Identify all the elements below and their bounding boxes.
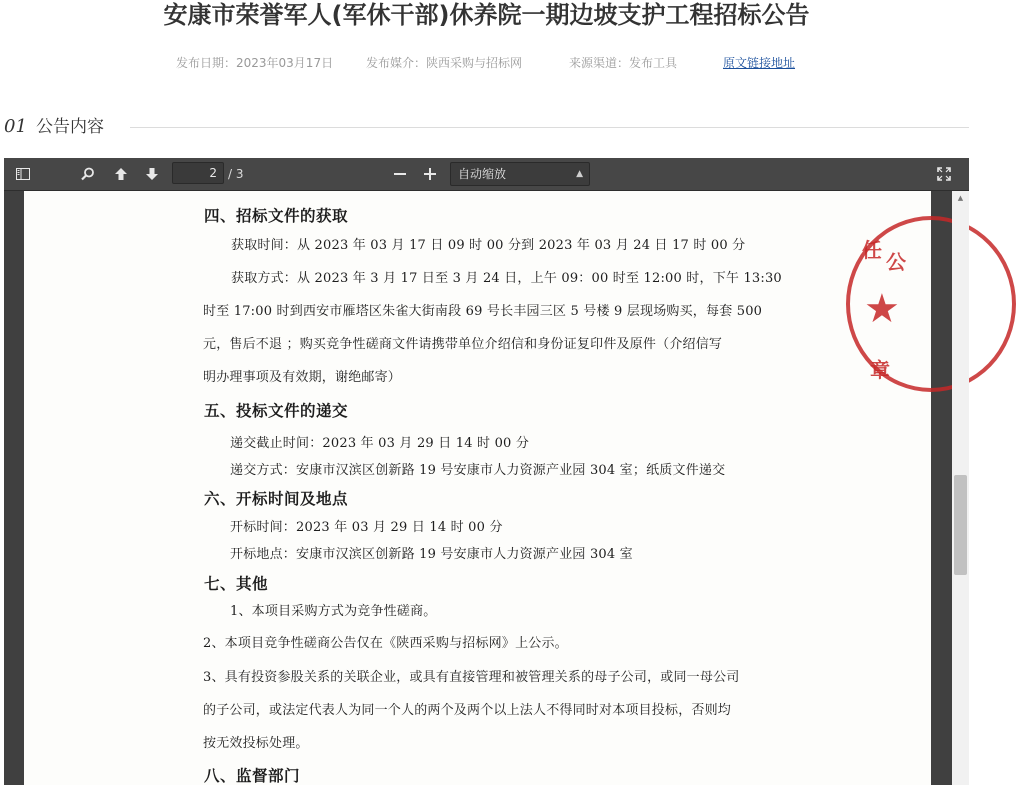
publish-date: 发布日期：2023年03月17日 bbox=[176, 56, 334, 70]
document-text-line: 的子公司，或法定代表人为同一个人的两个及两个以上法人不得同时对本项目投标，否则均 bbox=[203, 703, 732, 718]
section-divider bbox=[130, 127, 969, 128]
pdf-toolbar bbox=[4, 158, 969, 191]
minus-icon bbox=[394, 168, 406, 180]
article-meta bbox=[0, 54, 973, 70]
page-number-input[interactable] bbox=[172, 162, 224, 184]
zoom-in-button[interactable] bbox=[418, 163, 442, 185]
document-text-line: 元，售后不退 ；购买竞争性磋商文件请携带单位介绍信和身份证复印件及原件（介绍信写 bbox=[203, 337, 723, 352]
document-heading: 五、投标文件的递交 bbox=[204, 401, 349, 420]
zoom-select[interactable] bbox=[450, 162, 590, 186]
document-text-line: 递交方式：安康市汉滨区创新路 19 号安康市人力资源产业园 304 室；纸质文件递交 bbox=[230, 463, 726, 478]
document-text-line: 获取时间：从 2023 年 03 月 17 日 09 时 00 分到 2023 年 03 月 24 日 17 时 00 分 bbox=[231, 238, 746, 253]
sidebar-toggle-icon bbox=[16, 168, 30, 180]
document-text-line: 开标地点：安康市汉滨区创新路 19 号安康市人力资源产业园 304 室 bbox=[230, 547, 633, 562]
document-page bbox=[24, 191, 931, 785]
select-caret-icon: ▲ bbox=[576, 169, 583, 179]
document-heading: 七、其他 bbox=[204, 574, 269, 593]
document-text-line: 2、本项目竞争性磋商公告仅在《陕西采购与招标网》上公示。 bbox=[203, 636, 568, 651]
document-text-line: 递交截止时间：2023 年 03 月 29 日 14 时 00 分 bbox=[230, 436, 530, 451]
page-count: / 3 bbox=[228, 167, 244, 181]
previous-page-button[interactable] bbox=[109, 163, 133, 185]
search-button[interactable] bbox=[76, 163, 100, 185]
scroll-up-arrow-icon[interactable]: ▲ bbox=[957, 194, 964, 202]
next-page-button[interactable] bbox=[140, 163, 164, 185]
sidebar-toggle-button[interactable] bbox=[11, 163, 35, 185]
section-header bbox=[4, 116, 969, 138]
page-title: 安康市荣誉军人(军休干部)休养院一期边坡支护工程招标公告 bbox=[163, 1, 810, 29]
zoom-select-value: 自动缩放 bbox=[458, 167, 507, 181]
fullscreen-button[interactable] bbox=[932, 163, 956, 185]
document-text-line: 明办理事项及有效期，谢绝邮寄） bbox=[203, 370, 402, 385]
document-heading: 四、招标文件的获取 bbox=[204, 206, 349, 225]
section-number: 01 bbox=[4, 116, 27, 137]
section-title: 公告内容 bbox=[36, 117, 104, 137]
arrow-up-icon bbox=[114, 167, 128, 181]
publish-media: 发布媒介：陕西采购与招标网 bbox=[366, 56, 523, 70]
official-seal-stamp: 任 公 ★ 章 bbox=[842, 216, 902, 392]
document-text-line: 1、本项目采购方式为竞争性磋商。 bbox=[230, 604, 437, 619]
search-icon bbox=[81, 167, 95, 181]
document-heading: 八、监督部门 bbox=[204, 766, 301, 785]
source-channel: 来源渠道：发布工具 bbox=[569, 56, 678, 70]
document-text-line: 开标时间：2023 年 03 月 29 日 14 时 00 分 bbox=[230, 520, 503, 535]
zoom-out-button[interactable] bbox=[388, 163, 412, 185]
pdf-viewer bbox=[4, 158, 969, 785]
document-text-line: 按无效投标处理。 bbox=[203, 736, 309, 751]
source-link[interactable]: 原文链接地址 bbox=[723, 56, 796, 70]
document-text-line: 3、具有投资参股关系的关联企业，或具有直接管理和被管理关系的母子公司，或同一母公司 bbox=[203, 670, 740, 685]
fullscreen-icon bbox=[937, 167, 951, 181]
plus-icon bbox=[424, 168, 436, 180]
document-heading: 六、开标时间及地点 bbox=[204, 489, 349, 508]
arrow-down-icon bbox=[145, 167, 159, 181]
document-area[interactable] bbox=[4, 191, 969, 785]
document-text-line: 时至 17:00 时到西安市雁塔区朱雀大街南段 69 号长丰园三区 5 号楼 9 层现场购买，每套 500 bbox=[203, 304, 763, 319]
scrollbar-thumb[interactable] bbox=[954, 475, 967, 575]
document-text-line: 获取方式：从 2023 年 3 月 17 日至 3 月 24 日，上午 09：00 时至 12:00 时，下午 13:30 bbox=[231, 271, 782, 286]
